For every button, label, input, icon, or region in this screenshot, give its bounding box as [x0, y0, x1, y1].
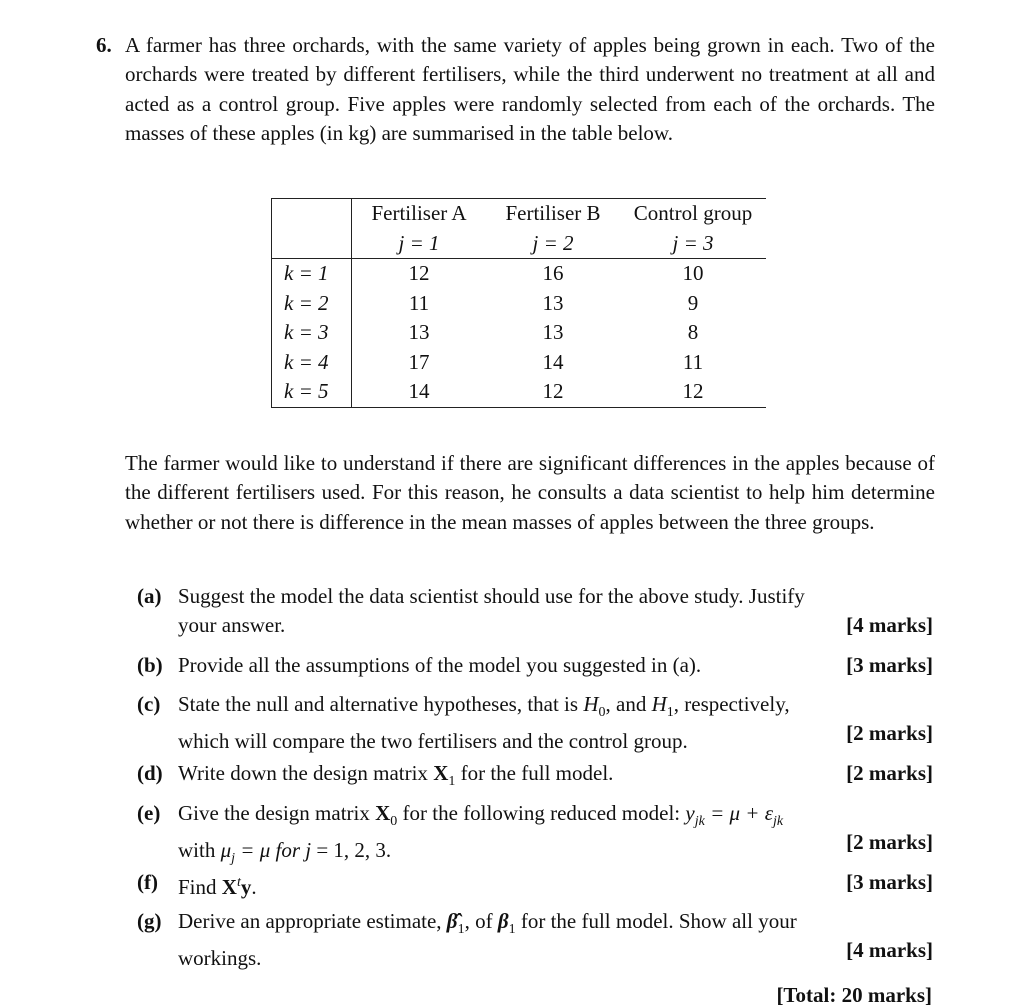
table-row: [272, 259, 767, 289]
math-matrix: X: [433, 761, 449, 785]
marks-label: [2 marks]: [846, 721, 933, 746]
math-subscript: 1: [508, 922, 516, 938]
text-fragment: with: [178, 838, 221, 863]
part-line: [178, 907, 933, 944]
text-fragment: Derive an appropriate estimate,: [178, 909, 447, 933]
table-index-row: [272, 229, 767, 259]
part-line: Suggest the model the data scientist should use for the above study. Justify: [178, 584, 805, 608]
text-fragment: for the full model.: [455, 761, 614, 785]
part-text: [178, 868, 933, 902]
part-label: (e): [137, 801, 161, 825]
math-subscript: 0: [390, 814, 398, 830]
math-symbol: β: [497, 909, 509, 933]
table-cell: 10: [682, 261, 704, 285]
table-cell: 11: [408, 290, 430, 315]
text-fragment: Find: [178, 875, 222, 899]
part-text: Provide all the assumptions of the model you suggested in (a).: [178, 653, 702, 677]
marks-label: [4 marks]: [846, 613, 933, 638]
row-label: k = 1: [272, 259, 352, 289]
table-row: [272, 318, 767, 348]
table-cell: 13: [542, 320, 564, 344]
math-symbol: H: [583, 692, 599, 716]
column-header: Control group: [620, 199, 766, 229]
table-corner-cell: [272, 229, 352, 259]
math-subscript: 0: [598, 705, 606, 721]
table-row: [272, 348, 767, 378]
text-fragment: , respectively,: [673, 692, 790, 716]
question-intro: A farmer has three orchards, with the same variety of apples being grown in each. Two of the orchards were treated by different fertilisers, while the third underwent no treatment at all and acted as a control group. Five apples were randomly selected from each of the orchards. The masses of these apples (in kg) are summarised in the table below.: [125, 33, 935, 145]
part-text: [178, 799, 933, 874]
math-subscript: j: [231, 851, 236, 867]
math-matrix: X: [375, 801, 391, 825]
text-fragment: for the following reduced model:: [397, 801, 686, 825]
math-vector: y: [240, 875, 252, 899]
marks-label: [3 marks]: [846, 653, 933, 677]
part-label: (d): [137, 761, 163, 785]
table-corner-cell: [272, 199, 352, 229]
math-symbol: H: [651, 692, 667, 716]
math-subscript: 1: [666, 705, 674, 721]
math-symbol: β̂: [446, 909, 458, 933]
question-number: 6.: [96, 33, 112, 57]
text-fragment: Give the design matrix: [178, 801, 376, 825]
math-expression: = μ for: [235, 838, 306, 863]
math-symbol: μ: [220, 838, 232, 863]
row-label: k = 3: [272, 318, 352, 348]
table-cell: 12: [486, 377, 620, 407]
math-symbol: y: [685, 801, 695, 825]
table-header-row: [272, 199, 767, 229]
math-subscript: 1: [448, 774, 456, 790]
table-cell: 17: [408, 349, 430, 374]
table-cell: 8: [687, 320, 699, 344]
column-header: Fertiliser A: [352, 199, 487, 229]
table-cell: 14: [352, 377, 487, 407]
text-fragment: State the null and alternative hypotheses, that is: [178, 692, 584, 716]
part-text: [178, 759, 933, 796]
row-label: k = 5: [272, 377, 352, 407]
math-superscript: t: [236, 875, 241, 890]
table-cell: 13: [542, 290, 564, 315]
total-marks: [Total: 20 marks]: [776, 983, 932, 1007]
question-context: The farmer would like to understand if there are significant differences in the apples because of the different fertilisers used. For this reason, he consults a data scientist to help him determine whether or not there is difference in the mean masses of apples between the three groups.: [125, 451, 935, 534]
text-fragment: , of: [464, 909, 498, 933]
part-text: [178, 582, 933, 641]
part-text: [178, 907, 933, 974]
marks-label: [2 marks]: [846, 830, 933, 855]
text-fragment: for the full model. Show all your: [515, 909, 797, 933]
part-label: (c): [137, 692, 161, 716]
marks-label: [4 marks]: [846, 938, 933, 963]
text-fragment: .: [251, 875, 257, 899]
table-cell: 9: [687, 290, 699, 315]
table-cell: 11: [682, 349, 704, 374]
math-symbol: j: [305, 838, 312, 863]
math-subscript: 1: [457, 922, 465, 938]
table-cell: 13: [408, 320, 430, 344]
text-fragment: Write down the design matrix: [178, 761, 434, 785]
apple-mass-table: [271, 198, 766, 408]
column-index: j = 2: [486, 229, 620, 259]
part-label: (a): [137, 584, 162, 608]
math-expression: = μ + ε: [704, 801, 773, 825]
table-row: [272, 289, 767, 319]
math-expression: = 1, 2, 3.: [311, 838, 392, 863]
marks-label: [3 marks]: [846, 870, 933, 894]
part-line: which will compare the two fertilisers and the control group.: [178, 729, 688, 754]
math-subscript: jk: [773, 814, 784, 830]
part-line: [178, 799, 933, 836]
column-index: j = 3: [620, 229, 766, 259]
part-label: (b): [137, 653, 163, 677]
table-row: [272, 377, 767, 407]
table-cell: 14: [542, 349, 564, 374]
part-line: your answer.: [178, 613, 286, 638]
table-cell: 12: [408, 261, 430, 285]
math-matrix: X: [221, 875, 237, 899]
column-index: j = 1: [352, 229, 487, 259]
math-subscript: jk: [694, 814, 705, 830]
part-line: workings.: [178, 946, 262, 971]
row-label: k = 2: [272, 289, 352, 319]
row-label: k = 4: [272, 348, 352, 378]
part-label: (f): [137, 870, 158, 894]
column-header: Fertiliser B: [486, 199, 620, 229]
table-cell: 16: [542, 261, 564, 285]
part-label: (g): [137, 909, 162, 933]
marks-label: [2 marks]: [846, 761, 933, 785]
text-fragment: , and: [605, 692, 652, 716]
part-line: [178, 690, 933, 727]
table-cell: 12: [620, 377, 766, 407]
part-text: [178, 690, 933, 757]
